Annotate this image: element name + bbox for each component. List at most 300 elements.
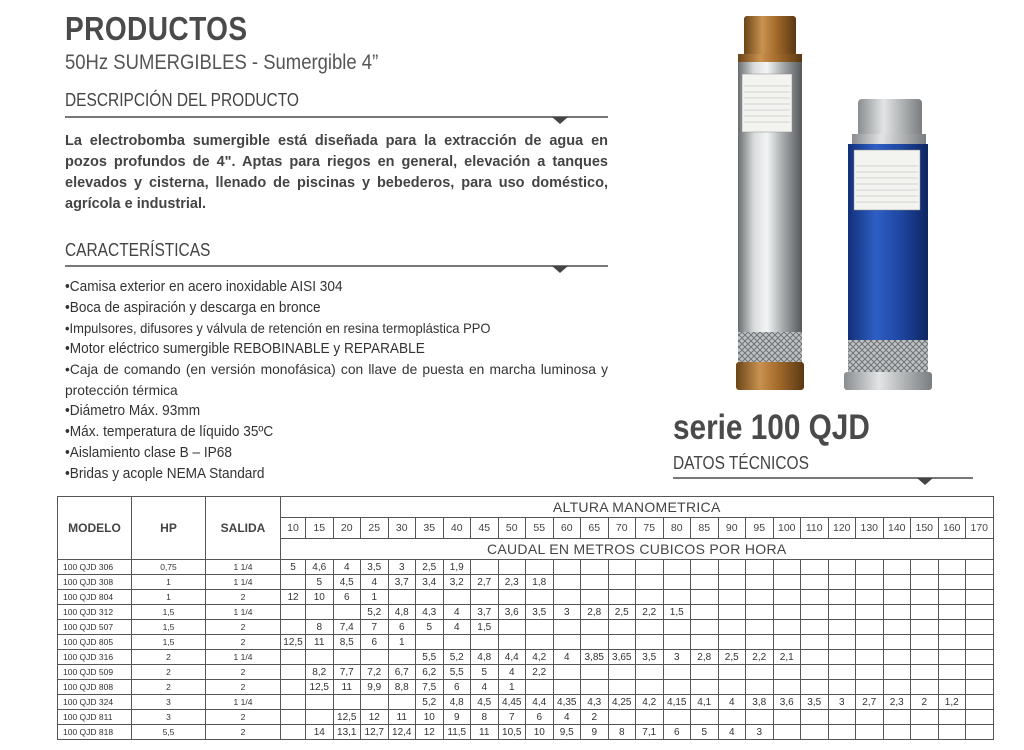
height-header: 55 [526,518,554,539]
flow-value-cell [306,650,334,665]
description-heading: DESCRIPCIÓN DEL PRODUCTO [65,90,299,110]
flow-value-cell [911,680,939,695]
model-cell: 100 QJD 804 [58,590,132,605]
flow-value-cell [498,635,526,650]
flow-value-cell [718,605,746,620]
flow-value-cell: 1 [361,590,389,605]
flow-value-cell: 4 [718,695,746,710]
flow-value-cell [883,710,911,725]
flow-value-cell [773,710,801,725]
flow-value-cell [746,590,774,605]
flow-value-cell: 2,7 [471,575,499,590]
flow-value-cell [938,680,966,695]
flow-value-cell: 3 [553,605,581,620]
height-header: 75 [636,518,664,539]
salida-cell: 2 [206,635,281,650]
flow-value-cell [883,680,911,695]
flow-value-cell [608,680,636,695]
flow-value-cell: 4,8 [443,695,471,710]
flow-value-cell: 11 [306,635,334,650]
salida-cell: 2 [206,710,281,725]
flow-value-cell [663,680,691,695]
feature-item: •Diámetro Máx. 93mm [65,403,201,420]
flow-value-cell [746,710,774,725]
features-divider [65,265,608,267]
flow-value-cell: 4,1 [691,695,719,710]
flow-value-cell: 12,5 [333,710,361,725]
flow-value-cell [911,560,939,575]
flow-value-cell [801,620,829,635]
flow-value-cell [773,590,801,605]
flow-value-cell [828,590,856,605]
flow-value-cell [718,620,746,635]
flow-value-cell [966,665,994,680]
flow-value-cell: 3 [663,650,691,665]
flow-value-cell [526,680,554,695]
flow-value-cell: 4,5 [333,575,361,590]
flow-value-cell [911,710,939,725]
flow-value-cell [636,620,664,635]
flow-value-cell [773,725,801,740]
flow-value-cell [581,620,609,635]
flow-value-cell [938,665,966,680]
table-row [58,680,994,695]
height-header: 45 [471,518,499,539]
flow-value-cell [801,725,829,740]
flow-value-cell [281,725,306,740]
flow-value-cell [938,605,966,620]
flow-value-cell [333,605,361,620]
flow-value-cell: 1,5 [471,620,499,635]
flow-value-cell: 4,3 [581,695,609,710]
description-text: La electrobomba sumergible está diseñada para la extracción de agua en pozos profundos de 4". Aptas para riegos en general, elevación a tanques elevados y cisterna, llenado de piscinas y bebederos, para uso doméstico, agrícola e industrial. [65,133,608,212]
table-row [58,665,994,680]
model-cell: 100 QJD 507 [58,620,132,635]
flow-value-cell [608,560,636,575]
flow-value-cell [911,590,939,605]
flow-value-cell [663,665,691,680]
flow-value-cell [883,665,911,680]
flow-value-cell [281,575,306,590]
flow-value-cell: 6 [443,680,471,695]
flow-value-cell [691,710,719,725]
flow-value-cell [746,680,774,695]
flow-value-cell [801,665,829,680]
flow-value-cell [746,605,774,620]
flow-value-cell [828,560,856,575]
flow-value-cell [663,560,691,575]
flow-value-cell: 7 [498,710,526,725]
height-header: 95 [746,518,774,539]
flow-value-cell: 4 [718,725,746,740]
flow-value-cell [746,665,774,680]
height-header: 65 [581,518,609,539]
flow-value-cell [691,575,719,590]
page-subtitle: 50Hz SUMERGIBLES - Sumergible 4” [65,51,379,74]
flow-value-cell: 4,6 [306,560,334,575]
flow-value-cell [883,635,911,650]
flow-value-cell [828,725,856,740]
flow-value-cell [636,635,664,650]
flow-value-cell: 1,5 [663,605,691,620]
flow-value-cell: 4,3 [416,605,444,620]
salida-cell: 2 [206,725,281,740]
flow-value-cell [883,725,911,740]
height-header: 20 [333,518,361,539]
flow-value-cell [773,560,801,575]
flow-value-cell: 5,2 [416,695,444,710]
flow-value-cell: 4 [443,620,471,635]
table-row [58,605,994,620]
flow-value-cell [281,680,306,695]
feature-item: •Máx. temperatura de líquido 35ºC [65,423,274,440]
flow-value-cell: 5 [471,665,499,680]
flow-value-cell [388,650,416,665]
flow-value-cell: 1,2 [938,695,966,710]
flow-value-cell: 2 [911,695,939,710]
series-title: serie 100 QJD [673,408,870,447]
flow-value-cell [938,620,966,635]
page-title: PRODUCTOS [65,10,248,47]
model-cell: 100 QJD 316 [58,650,132,665]
flow-value-cell: 3,65 [608,650,636,665]
height-header: 40 [443,518,471,539]
flow-value-cell: 3,5 [526,605,554,620]
flow-value-cell: 2,8 [581,605,609,620]
flow-value-cell [938,590,966,605]
salida-cell: 2 [206,665,281,680]
flow-value-cell [691,665,719,680]
flow-value-cell [498,560,526,575]
flow-value-cell [856,665,884,680]
flow-value-cell [581,665,609,680]
flow-value-cell [471,590,499,605]
flow-value-cell [718,590,746,605]
flow-value-cell: 6,2 [416,665,444,680]
flow-value-cell: 5 [691,725,719,740]
flow-value-cell [281,605,306,620]
flow-value-cell: 2,3 [498,575,526,590]
flow-value-cell [691,560,719,575]
flow-value-cell [966,590,994,605]
flow-value-cell: 6 [526,710,554,725]
flow-value-cell: 11,5 [443,725,471,740]
flow-value-cell [663,710,691,725]
flow-value-cell [581,590,609,605]
flow-value-cell: 2 [581,710,609,725]
hp-cell: 3 [132,710,206,725]
flow-value-cell: 12 [361,710,389,725]
flow-value-cell: 3,5 [801,695,829,710]
flow-value-cell [883,590,911,605]
flow-value-cell: 4 [553,650,581,665]
flow-value-cell [966,560,994,575]
flow-value-cell [718,710,746,725]
flow-value-cell [883,650,911,665]
flow-value-cell: 2,1 [773,650,801,665]
feature-item: •Motor eléctrico sumergible REBOBINABLE y REPARABLE [65,341,425,358]
height-header: 30 [388,518,416,539]
flow-value-cell: 8,2 [306,665,334,680]
flow-value-cell [553,680,581,695]
flow-value-cell [828,710,856,725]
flow-value-cell [883,605,911,620]
flow-value-cell [911,725,939,740]
flow-value-cell [773,665,801,680]
model-cell: 100 QJD 308 [58,575,132,590]
flow-value-cell [553,575,581,590]
flow-value-cell [553,665,581,680]
hp-cell: 1,5 [132,635,206,650]
height-header: 35 [416,518,444,539]
flow-value-cell: 3,5 [636,650,664,665]
col-salida-header: SALIDA [206,497,281,560]
flow-value-cell: 2,7 [856,695,884,710]
table-row [58,695,994,710]
flow-value-cell: 1 [498,680,526,695]
flow-value-cell: 3 [828,695,856,710]
flow-value-cell [911,605,939,620]
flow-value-cell [856,635,884,650]
flow-value-cell [663,575,691,590]
flow-value-cell [581,680,609,695]
flow-value-cell: 4,15 [663,695,691,710]
flow-value-cell [938,725,966,740]
flow-value-cell: 4 [553,710,581,725]
model-cell: 100 QJD 818 [58,725,132,740]
height-header: 150 [911,518,939,539]
flow-value-cell [281,710,306,725]
flow-value-cell: 7,7 [333,665,361,680]
flow-value-cell: 4,35 [553,695,581,710]
flow-value-cell [553,560,581,575]
flow-value-cell: 7 [361,620,389,635]
flow-value-cell: 8 [471,710,499,725]
flow-value-cell [938,560,966,575]
hp-cell: 1,5 [132,605,206,620]
model-cell: 100 QJD 805 [58,635,132,650]
flow-value-cell [553,635,581,650]
flow-value-cell [608,620,636,635]
flow-value-cell [581,635,609,650]
flow-value-cell [608,575,636,590]
flow-value-cell [498,620,526,635]
flow-value-cell [581,575,609,590]
flow-value-cell [636,590,664,605]
flow-value-cell [938,635,966,650]
flow-value-cell [388,590,416,605]
flow-value-cell [856,620,884,635]
flow-value-cell [636,560,664,575]
flow-value-cell: 10 [306,590,334,605]
technical-data-heading: DATOS TÉCNICOS [673,453,809,473]
flow-value-cell: 5 [416,620,444,635]
flow-value-cell: 6 [361,635,389,650]
flow-value-cell [471,560,499,575]
altura-header: ALTURA MANOMETRICA [281,497,994,518]
flow-value-cell [636,680,664,695]
flow-value-cell [608,635,636,650]
flow-value-cell [388,695,416,710]
flow-value-cell [636,665,664,680]
flow-value-cell [883,620,911,635]
flow-value-cell: 12,7 [361,725,389,740]
height-header: 85 [691,518,719,539]
flow-value-cell [856,680,884,695]
height-header: 10 [281,518,306,539]
flow-value-cell: 1,8 [526,575,554,590]
flow-value-cell [773,635,801,650]
flow-value-cell [281,620,306,635]
flow-value-cell [361,695,389,710]
flow-value-cell: 7,4 [333,620,361,635]
flow-value-cell: 4 [498,665,526,680]
flow-value-cell [608,665,636,680]
pump-product-image [730,14,940,394]
flow-value-cell [443,590,471,605]
flow-value-cell [526,590,554,605]
flow-value-cell [966,575,994,590]
height-header: 170 [966,518,994,539]
flow-value-cell: 6,7 [388,665,416,680]
height-header: 60 [553,518,581,539]
col-model-header: MODELO [58,497,132,560]
flow-value-cell: 9,5 [553,725,581,740]
feature-item: •Camisa exterior en acero inoxidable AISI 304 [65,279,343,295]
flow-value-cell: 3 [746,725,774,740]
model-cell: 100 QJD 324 [58,695,132,710]
flow-value-cell: 4,45 [498,695,526,710]
flow-value-cell: 5,5 [416,650,444,665]
flow-value-cell: 7,1 [636,725,664,740]
flow-value-cell: 5 [306,575,334,590]
hp-cell: 5,5 [132,725,206,740]
caudal-header: CAUDAL EN METROS CUBICOS POR HORA [281,539,994,560]
flow-value-cell: 8 [306,620,334,635]
height-header: 110 [801,518,829,539]
flow-value-cell: 5,5 [443,665,471,680]
flow-value-cell: 1,9 [443,560,471,575]
height-header: 70 [608,518,636,539]
hp-cell: 2 [132,665,206,680]
feature-item: •Boca de aspiración y descarga en bronce [65,299,321,316]
hp-cell: 1,5 [132,620,206,635]
col-hp-header: HP [132,497,206,560]
flow-value-cell [856,560,884,575]
flow-value-cell: 7,5 [416,680,444,695]
flow-value-cell [691,680,719,695]
flow-value-cell [966,680,994,695]
flow-value-cell: 4,8 [388,605,416,620]
feature-item: •Impulsores, difusores y válvula de retención en resina termoplástica PPO [65,320,491,336]
flow-value-cell: 11 [333,680,361,695]
flow-value-cell: 13,1 [333,725,361,740]
flow-value-cell [333,650,361,665]
flow-value-cell: 2,3 [883,695,911,710]
flow-value-cell [718,635,746,650]
flow-value-cell [966,635,994,650]
flow-value-cell [281,650,306,665]
feature-item: •Aislamiento clase B – IP68 [65,444,232,461]
flow-value-cell: 5,2 [443,650,471,665]
flow-value-cell [801,635,829,650]
flow-value-cell [718,560,746,575]
flow-value-cell: 2,5 [718,650,746,665]
flow-value-cell [663,620,691,635]
model-cell: 100 QJD 509 [58,665,132,680]
flow-value-cell [911,665,939,680]
flow-value-cell [581,560,609,575]
height-header: 160 [938,518,966,539]
table-row [58,575,994,590]
flow-value-cell: 9,9 [361,680,389,695]
height-header: 100 [773,518,801,539]
table-row [58,650,994,665]
steel-pump [736,16,804,390]
table-row [58,725,994,740]
flow-value-cell: 10,5 [498,725,526,740]
flow-value-cell [966,650,994,665]
flow-value-cell [691,605,719,620]
flow-value-cell: 14 [306,725,334,740]
flow-value-cell [828,605,856,620]
hp-cell: 2 [132,680,206,695]
hp-cell: 1 [132,590,206,605]
flow-value-cell [801,575,829,590]
flow-value-cell [636,710,664,725]
divider-arrow-icon [552,117,568,124]
flow-value-cell [773,605,801,620]
flow-value-cell [718,575,746,590]
flow-value-cell: 2,8 [691,650,719,665]
flow-value-cell: 7,2 [361,665,389,680]
flow-value-cell: 2,5 [416,560,444,575]
table-row [58,560,994,575]
flow-value-cell [801,605,829,620]
flow-value-cell [746,635,774,650]
flow-value-cell [636,575,664,590]
flow-value-cell: 4,25 [608,695,636,710]
flow-value-cell: 8 [608,725,636,740]
salida-cell: 2 [206,680,281,695]
flow-value-cell: 2,5 [608,605,636,620]
blue-pump [844,99,932,390]
flow-value-cell [361,650,389,665]
height-header: 90 [718,518,746,539]
flow-value-cell [691,590,719,605]
hp-cell: 3 [132,695,206,710]
flow-value-cell [416,635,444,650]
flow-value-cell [828,575,856,590]
flow-value-cell [718,665,746,680]
flow-value-cell: 9 [443,710,471,725]
flow-value-cell [443,635,471,650]
height-header: 15 [306,518,334,539]
flow-value-cell [608,710,636,725]
flow-value-cell: 11 [471,725,499,740]
flow-value-cell [828,680,856,695]
flow-value-cell [883,575,911,590]
flow-value-cell [856,575,884,590]
flow-value-cell [691,620,719,635]
flow-value-cell [883,560,911,575]
flow-value-cell [856,650,884,665]
flow-value-cell [938,575,966,590]
flow-value-cell [828,635,856,650]
height-header: 50 [498,518,526,539]
flow-value-cell: 4,5 [471,695,499,710]
flow-value-cell: 4,2 [636,695,664,710]
